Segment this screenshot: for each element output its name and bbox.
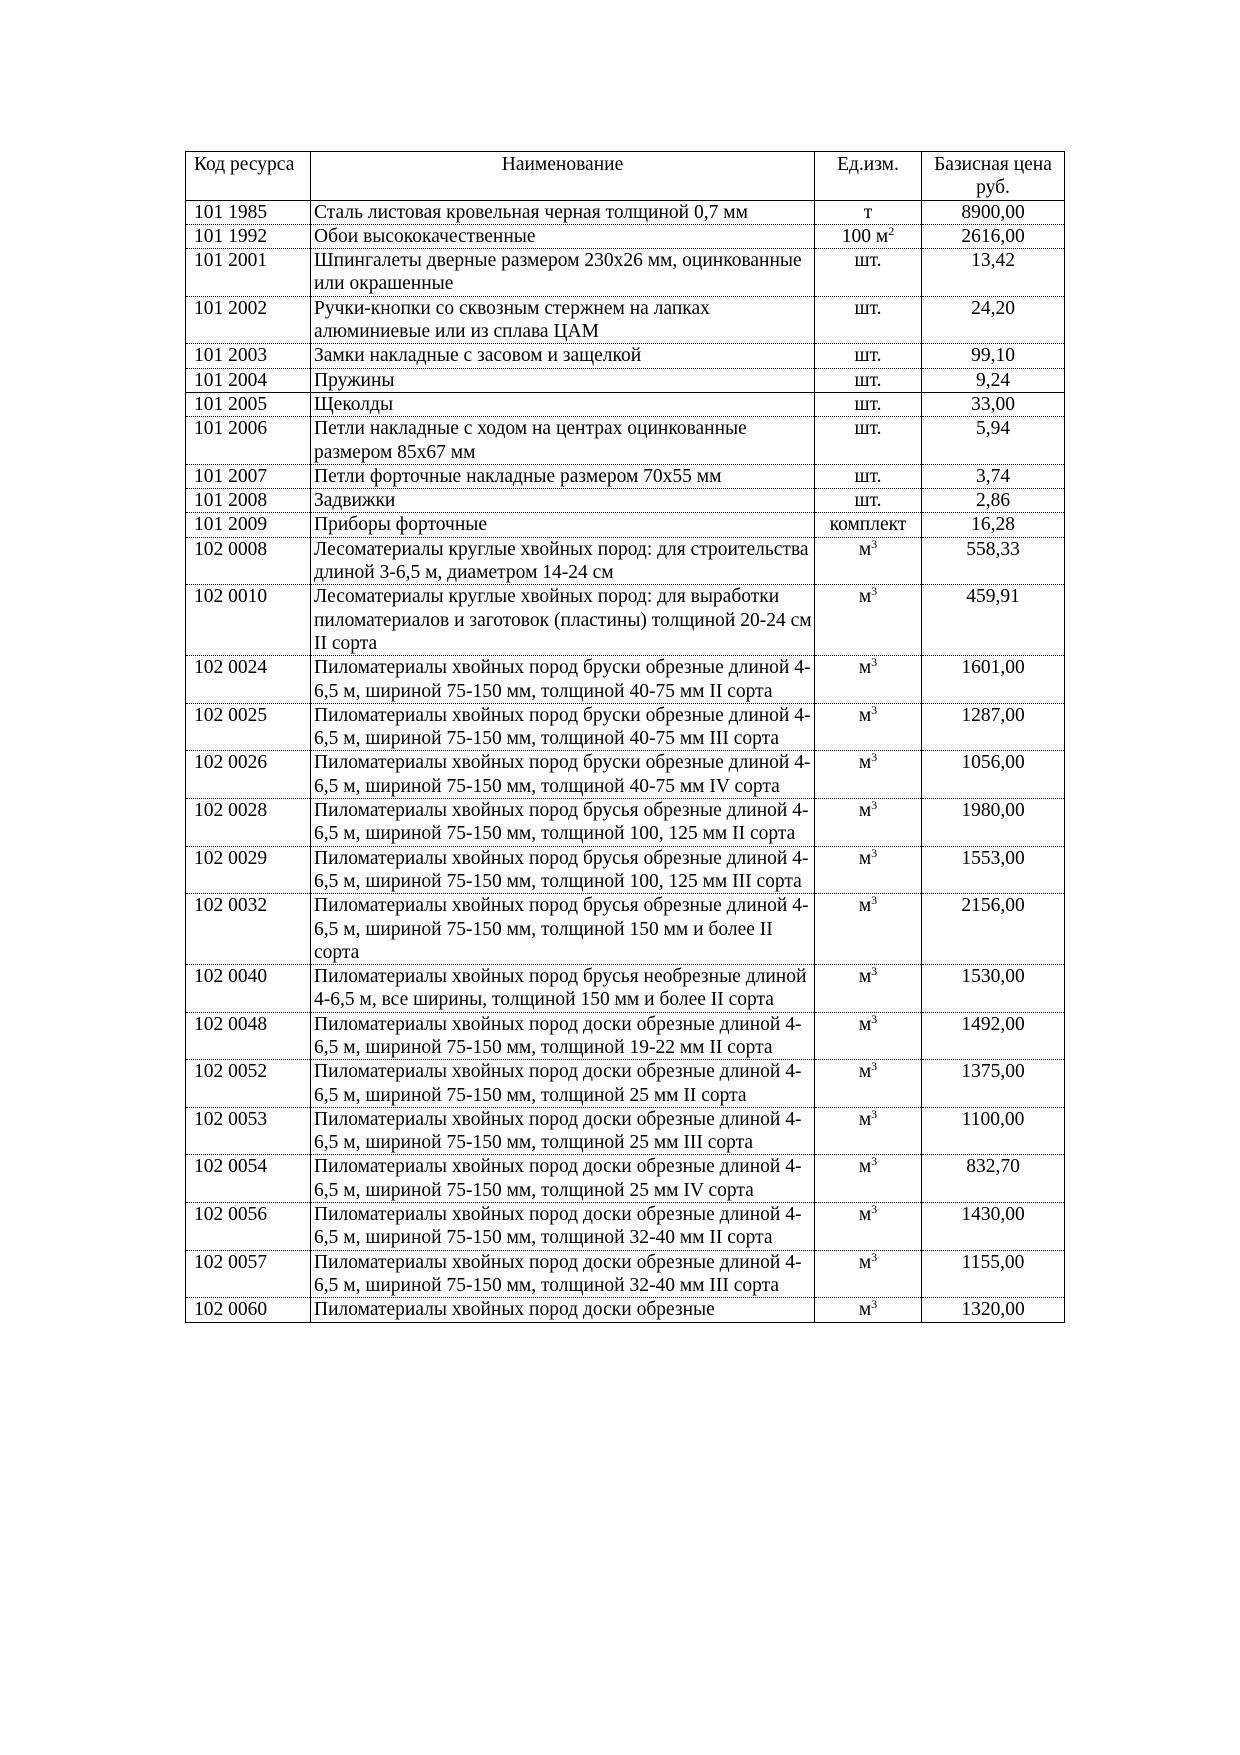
table-row (186, 1060, 1065, 1108)
base-price: 1375,00 (922, 1060, 1065, 1108)
base-price: 1056,00 (922, 751, 1065, 799)
resource-unit (815, 368, 922, 392)
resource-code: 102 0056 (186, 1203, 311, 1251)
unit-text: м (858, 1108, 872, 1130)
unit-exponent: 3 (871, 798, 878, 813)
header-code: Код ресурса (186, 152, 311, 201)
table-row (186, 1155, 1065, 1203)
base-price: 5,94 (922, 417, 1065, 465)
resource-name: Пиломатериалы хвойных пород доски обрезные длиной 4-6,5 м, шириной 75-150 мм, толщиной 25 мм IV сорта (311, 1155, 815, 1203)
table-row (186, 656, 1065, 704)
resource-unit (815, 1012, 922, 1060)
table-row (186, 392, 1065, 416)
resource-code: 101 2003 (186, 344, 311, 368)
unit-exponent: 3 (871, 845, 878, 860)
unit-text: м (858, 704, 872, 726)
resource-code: 102 0040 (186, 965, 311, 1013)
resource-unit (815, 799, 922, 847)
resource-unit (815, 656, 922, 704)
resource-name: Приборы форточные (311, 513, 815, 537)
table-header (186, 152, 1065, 201)
base-price: 459,91 (922, 585, 1065, 656)
unit-text: шт. (854, 250, 882, 272)
unit-exponent: 3 (871, 1154, 878, 1169)
resource-unit (815, 464, 922, 488)
header-price: Базисная цена руб. (922, 152, 1065, 201)
resource-unit (815, 249, 922, 297)
table-row (186, 200, 1065, 224)
unit-text: шт. (854, 369, 882, 391)
resource-name: Пиломатериалы хвойных пород брусья обрезные длиной 4-6,5 м, шириной 75-150 мм, толщиной 150 мм и более II сорта (311, 894, 815, 965)
table-row (186, 1012, 1065, 1060)
table-row (186, 417, 1065, 465)
resource-name: Задвижки (311, 489, 815, 513)
resource-unit (815, 965, 922, 1013)
base-price: 1553,00 (922, 846, 1065, 894)
base-price: 1155,00 (922, 1250, 1065, 1298)
header-row (186, 152, 1065, 201)
base-price: 1601,00 (922, 656, 1065, 704)
unit-exponent: 3 (871, 964, 878, 979)
unit-text: м (858, 1299, 872, 1321)
unit-exponent: 2 (888, 223, 895, 238)
resource-name: Сталь листовая кровельная черная толщиной 0,7 мм (311, 200, 815, 224)
base-price: 2156,00 (922, 894, 1065, 965)
unit-exponent: 3 (871, 893, 878, 908)
resource-unit (815, 417, 922, 465)
resource-name: Лесоматериалы круглые хвойных пород: для строительства длиной 3-6,5 м, диаметром 14-24 см (311, 537, 815, 585)
base-price: 8900,00 (922, 200, 1065, 224)
unit-exponent: 3 (871, 584, 878, 599)
resource-code: 101 1985 (186, 200, 311, 224)
resource-name: Пиломатериалы хвойных пород доски обрезные длиной 4-6,5 м, шириной 75-150 мм, толщиной 25 мм II сорта (311, 1060, 815, 1108)
unit-text: т (863, 201, 873, 223)
resource-code: 101 2002 (186, 296, 311, 344)
table-row (186, 585, 1065, 656)
resource-code: 102 0025 (186, 703, 311, 751)
resource-code: 102 0054 (186, 1155, 311, 1203)
base-price: 13,42 (922, 249, 1065, 297)
resource-code: 102 0052 (186, 1060, 311, 1108)
resource-unit (815, 1298, 922, 1322)
resource-unit (815, 1060, 922, 1108)
base-price: 1430,00 (922, 1203, 1065, 1251)
resource-name: Ручки-кнопки со сквозным стержнем на лапках алюминиевые или из сплава ЦАМ (311, 296, 815, 344)
table-row (186, 368, 1065, 392)
resource-unit (815, 846, 922, 894)
resource-name: Пиломатериалы хвойных пород доски обрезные длиной 4-6,5 м, шириной 75-150 мм, толщиной 32-40 мм III сорта (311, 1250, 815, 1298)
table-row (186, 1298, 1065, 1322)
resource-name: Пиломатериалы хвойных пород доски обрезные длиной 4-6,5 м, шириной 75-150 мм, толщиной 32-40 мм II сорта (311, 1203, 815, 1251)
resource-unit (815, 489, 922, 513)
unit-exponent: 3 (871, 1297, 878, 1312)
resource-unit (815, 200, 922, 224)
resource-unit (815, 703, 922, 751)
resource-code: 102 0010 (186, 585, 311, 656)
resource-code: 102 0060 (186, 1298, 311, 1322)
base-price: 3,74 (922, 464, 1065, 488)
resource-name: Пиломатериалы хвойных пород доски обрезные длиной 4-6,5 м, шириной 75-150 мм, толщиной 19-22 мм II сорта (311, 1012, 815, 1060)
base-price: 1980,00 (922, 799, 1065, 847)
unit-exponent: 3 (871, 750, 878, 765)
resource-code: 102 0008 (186, 537, 311, 585)
resource-name: Пиломатериалы хвойных пород брусья необрезные длиной 4-6,5 м, все ширины, толщиной 150 мм и более II сорта (311, 965, 815, 1013)
resource-name: Пиломатериалы хвойных пород бруски обрезные длиной 4-6,5 м, шириной 75-150 мм, толщиной 40-75 мм IV сорта (311, 751, 815, 799)
resource-name: Пиломатериалы хвойных пород брусья обрезные длиной 4-6,5 м, шириной 75-150 мм, толщиной 100, 125 мм III сорта (311, 846, 815, 894)
base-price: 558,33 (922, 537, 1065, 585)
table-row (186, 894, 1065, 965)
resource-unit (815, 585, 922, 656)
resource-code: 102 0048 (186, 1012, 311, 1060)
table-row (186, 1107, 1065, 1155)
resource-code: 101 2007 (186, 464, 311, 488)
table-row (186, 224, 1065, 248)
unit-text: м (858, 538, 872, 560)
table-row (186, 1203, 1065, 1251)
resource-name: Пиломатериалы хвойных пород брусья обрезные длиной 4-6,5 м, шириной 75-150 мм, толщиной 100, 125 мм II сорта (311, 799, 815, 847)
price-table (185, 151, 1065, 1323)
table-body (186, 200, 1065, 1322)
base-price: 1530,00 (922, 965, 1065, 1013)
unit-text: м (858, 586, 872, 608)
resource-name: Шпингалеты дверные размером 230х26 мм, оцинкованные или окрашенные (311, 249, 815, 297)
resource-name: Щеколды (311, 392, 815, 416)
table-row (186, 751, 1065, 799)
base-price: 1100,00 (922, 1107, 1065, 1155)
unit-exponent: 3 (871, 1059, 878, 1074)
resource-unit (815, 1155, 922, 1203)
table-row (186, 846, 1065, 894)
table-row (186, 537, 1065, 585)
unit-text: шт. (854, 393, 882, 415)
base-price: 832,70 (922, 1155, 1065, 1203)
resource-unit (815, 751, 922, 799)
unit-text: м (858, 966, 872, 988)
unit-exponent: 3 (871, 1106, 878, 1121)
resource-code: 101 2001 (186, 249, 311, 297)
unit-text: шт. (854, 297, 882, 319)
resource-code: 102 0057 (186, 1250, 311, 1298)
resource-name: Замки накладные с засовом и защелкой (311, 344, 815, 368)
base-price: 1320,00 (922, 1298, 1065, 1322)
unit-text: м (858, 1061, 872, 1083)
resource-code: 101 2005 (186, 392, 311, 416)
resource-name: Пиломатериалы хвойных пород доски обрезные (311, 1298, 815, 1322)
base-price: 1492,00 (922, 1012, 1065, 1060)
base-price: 1287,00 (922, 703, 1065, 751)
table-row (186, 464, 1065, 488)
table-row (186, 965, 1065, 1013)
resource-code: 101 2004 (186, 368, 311, 392)
unit-text: м (858, 1251, 872, 1273)
resource-code: 101 2008 (186, 489, 311, 513)
unit-text: м (858, 800, 872, 822)
resource-unit (815, 513, 922, 537)
resource-unit (815, 344, 922, 368)
resource-unit (815, 296, 922, 344)
resource-name: Пиломатериалы хвойных пород доски обрезные длиной 4-6,5 м, шириной 75-150 мм, толщиной 25 мм III сорта (311, 1107, 815, 1155)
unit-text: м (858, 895, 872, 917)
resource-name: Петли накладные с ходом на центрах оцинкованные размером 85х67 мм (311, 417, 815, 465)
resource-name: Пружины (311, 368, 815, 392)
table-row (186, 489, 1065, 513)
unit-text: шт. (854, 465, 882, 487)
unit-text: 100 м (841, 225, 889, 247)
resource-code: 102 0024 (186, 656, 311, 704)
resource-unit (815, 1107, 922, 1155)
unit-exponent: 3 (871, 702, 878, 717)
unit-text: м (858, 657, 872, 679)
unit-exponent: 3 (871, 536, 878, 551)
unit-text: м (858, 847, 872, 869)
resource-name: Петли форточные накладные размером 70х55 мм (311, 464, 815, 488)
base-price: 33,00 (922, 392, 1065, 416)
resource-name: Пиломатериалы хвойных пород бруски обрезные длиной 4-6,5 м, шириной 75-150 мм, толщиной 40-75 мм III сорта (311, 703, 815, 751)
table-row (186, 703, 1065, 751)
resource-unit (815, 392, 922, 416)
resource-code: 102 0029 (186, 846, 311, 894)
base-price: 16,28 (922, 513, 1065, 537)
resource-code: 101 2009 (186, 513, 311, 537)
base-price: 24,20 (922, 296, 1065, 344)
unit-text: м (858, 1204, 872, 1226)
unit-text: комплект (829, 514, 907, 536)
base-price: 2616,00 (922, 224, 1065, 248)
unit-text: шт. (854, 490, 882, 512)
unit-exponent: 3 (871, 655, 878, 670)
resource-code: 102 0028 (186, 799, 311, 847)
unit-exponent: 3 (871, 1011, 878, 1026)
table-row (186, 1250, 1065, 1298)
unit-text: шт. (854, 345, 882, 367)
resource-code: 102 0026 (186, 751, 311, 799)
table-row (186, 799, 1065, 847)
table-row (186, 344, 1065, 368)
unit-exponent: 3 (871, 1202, 878, 1217)
unit-text: м (858, 1013, 872, 1035)
resource-unit (815, 224, 922, 248)
table-row (186, 296, 1065, 344)
resource-code: 101 2006 (186, 417, 311, 465)
base-price: 9,24 (922, 368, 1065, 392)
table-row (186, 513, 1065, 537)
unit-text: м (858, 1156, 872, 1178)
resource-unit (815, 894, 922, 965)
resource-name: Обои высококачественные (311, 224, 815, 248)
resource-code: 102 0032 (186, 894, 311, 965)
unit-text: м (858, 752, 872, 774)
base-price: 2,86 (922, 489, 1065, 513)
resource-code: 101 1992 (186, 224, 311, 248)
unit-exponent: 3 (871, 1249, 878, 1264)
header-unit: Ед.изм. (815, 152, 922, 201)
header-name: Наименование (311, 152, 815, 201)
resource-name: Лесоматериалы круглые хвойных пород: для выработки пиломатериалов и заготовок (пластины) толщиной 20-24 см II сорта (311, 585, 815, 656)
table-row (186, 249, 1065, 297)
resource-name: Пиломатериалы хвойных пород бруски обрезные длиной 4-6,5 м, шириной 75-150 мм, толщиной 40-75 мм II сорта (311, 656, 815, 704)
resource-unit (815, 1250, 922, 1298)
unit-text: шт. (854, 418, 882, 440)
base-price: 99,10 (922, 344, 1065, 368)
resource-unit (815, 1203, 922, 1251)
resource-code: 102 0053 (186, 1107, 311, 1155)
resource-unit (815, 537, 922, 585)
